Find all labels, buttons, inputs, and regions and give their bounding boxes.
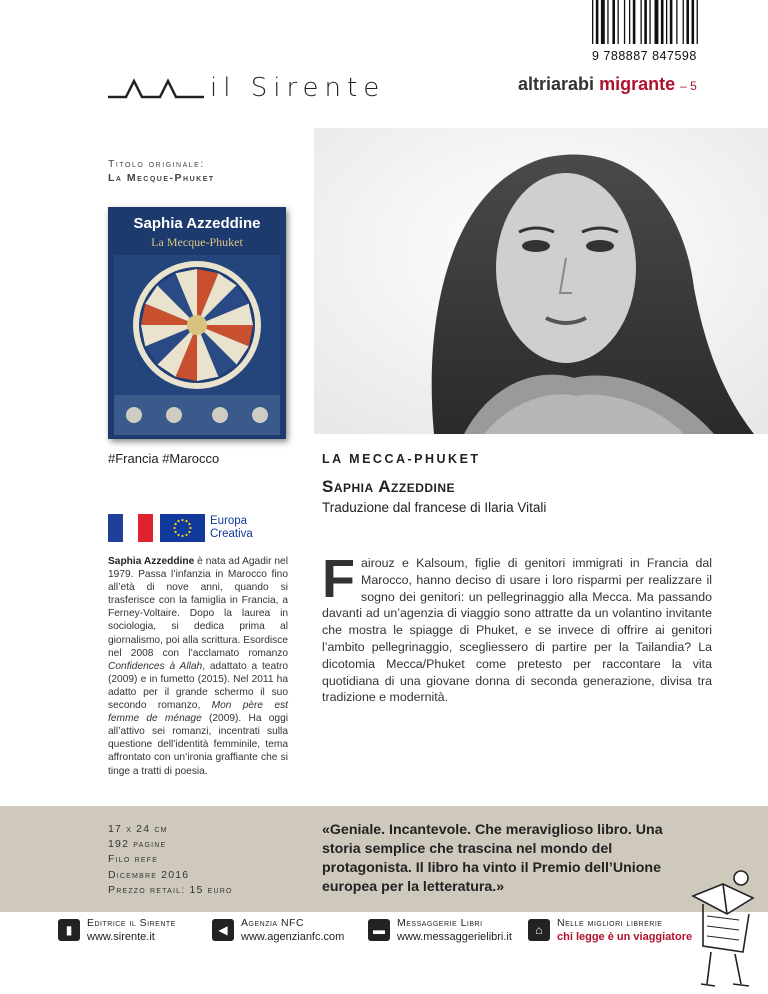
spec-price: Prezzo retail: 15 euro — [108, 883, 233, 896]
barcode-bar — [618, 0, 619, 44]
book-description — [322, 549, 712, 706]
footer-distributor-link[interactable]: www.messaggerielibri.it — [397, 931, 512, 943]
footer-publisher — [58, 917, 176, 953]
series-name: migrante — [599, 74, 676, 94]
barcode-bar — [683, 0, 684, 44]
eu-star — [177, 520, 179, 522]
original-title — [108, 157, 215, 185]
footer-agency-link[interactable]: www.agenzianfc.com — [241, 931, 345, 943]
barcode-bar — [629, 0, 630, 44]
footer-publisher-label: Editrice il Sirente — [87, 917, 176, 929]
spec-size: 17 x 24 cm — [108, 823, 168, 835]
cover-mosaic-art — [114, 255, 280, 435]
author-portrait — [314, 128, 768, 434]
barcode-bar — [601, 0, 605, 44]
barcode-bar — [692, 0, 695, 44]
footer-publisher-link[interactable]: www.sirente.it — [87, 931, 155, 943]
barcode-bar — [666, 0, 667, 44]
barcode-bar — [624, 0, 625, 44]
eu-star — [174, 523, 176, 525]
french-flag-icon — [108, 514, 153, 542]
spec-pages: 192 pagine — [108, 838, 167, 851]
bio-work-2: Mon père est femme de ménage — [108, 700, 288, 725]
translation-credit: Traduzione dal francese di Ilaria Vitali — [322, 500, 547, 515]
barcode-bar — [686, 0, 689, 44]
footer-bookstores-slogan: chi legge è un viaggiatore — [557, 931, 693, 943]
bio-work-1: Confidences à Allah — [108, 660, 203, 672]
eu-star — [185, 520, 187, 522]
wave-logo-icon — [108, 77, 208, 99]
reader-illustration — [683, 856, 768, 994]
eu-star — [188, 531, 190, 533]
barcode-bar — [670, 0, 673, 44]
series-label — [518, 74, 697, 95]
cover-title: La Mecque-Phuket — [151, 235, 243, 249]
eu-star — [177, 534, 179, 536]
barcode-bar — [612, 0, 615, 44]
series-brand: altriarabi — [518, 74, 595, 94]
footer-distributor — [368, 917, 512, 953]
book-title: LA MECCA-PHUKET — [322, 452, 481, 466]
spec-date: Dicembre 2016 — [108, 868, 190, 881]
original-title-value: La Mecque-Phuket — [108, 172, 215, 184]
bio-author-name: Saphia Azzeddine — [108, 556, 195, 567]
bio-text-3: (2009). Ha oggi all’attivo sei romanzi, incentrati sulla questione dell’identità femminile, tema affrontato con un’ironia graffiante che si tinge a tratti di poesia. — [108, 713, 288, 777]
spec-binding: Filo refe — [108, 853, 159, 866]
eu-flag-icon — [160, 514, 205, 542]
eu-star — [181, 519, 183, 521]
shop-icon: ⌂ — [528, 919, 550, 941]
eu-star — [181, 535, 183, 537]
europa-creativa-label — [210, 515, 253, 541]
eu-star — [174, 531, 176, 533]
author-name: Saphia Azzeddine — [322, 477, 456, 496]
europa-label-line1: Europa — [210, 515, 248, 527]
country-tags: #Francia #Marocco — [108, 451, 220, 466]
barcode-bar — [644, 0, 647, 44]
factory-icon: ▮ — [58, 919, 80, 941]
book-cover — [108, 207, 286, 439]
barcode-bar — [655, 0, 659, 44]
review-quote: «Geniale. Incantevole. Che meraviglioso libro. Una storia semplice che trascina nel mondo del protagonista. Il libro ha vinto il Premio dell’Unione europea per la letteratura.» — [322, 822, 663, 895]
drop-cap: F — [322, 549, 355, 609]
book-specs — [108, 822, 233, 898]
barcode — [590, 0, 718, 44]
barcode-bar — [592, 0, 593, 44]
footer-bookstores-label: Nelle migliori librerie — [557, 917, 663, 929]
barcode-bar — [661, 0, 664, 44]
author-bio — [108, 555, 288, 778]
eu-star — [173, 527, 175, 529]
truck-icon: ▬ — [368, 919, 390, 941]
footer-agency-label: Agenzia NFC — [241, 917, 305, 929]
isbn-number: 9 788887 847598 — [592, 49, 697, 63]
footer-distributor-label: Messaggerie Libri — [397, 917, 483, 929]
description-text: airouz e Kalsoum, figlie di genitori immigrati in Francia dal Marocco, hanno deciso di usare i loro risparmi per realizzare il sogno dei genitori: un pellegrinaggio alla Mecca. Ma passando davanti ad un’agenzia di viaggio sono attratte da un volantino invitante che mostra le spiagge di Phuket, e se invece di offrire ai genitori l’ambito pellegrinaggio, scegliessero di partire per la Tailandia? La dicotomia Mecca/Phuket come pretesto per raccontare la vita quotidiana di una giovane donna di seconda generazione, divisa tra tradizione e modernità. — [322, 556, 712, 705]
original-title-label: Titolo originale: — [108, 158, 205, 170]
barcode-bar — [641, 0, 642, 44]
barcode-bar — [676, 0, 677, 44]
barcode-bar — [633, 0, 636, 44]
bio-text-2: , adattato a teatro (2009) e in fumetto (2015). Nel 2011 ha adatto per il grande schermo il suo secondo romanzo, — [108, 660, 288, 712]
barcode-bar — [649, 0, 650, 44]
barcode-bar — [697, 0, 698, 44]
barcode-bar — [596, 0, 599, 44]
barcode-bar — [607, 0, 608, 44]
eu-star — [188, 523, 190, 525]
footer-agency — [212, 917, 344, 953]
publisher-logo — [108, 72, 385, 104]
eu-star — [189, 527, 191, 529]
cover-author: Saphia Azzeddine — [133, 215, 261, 232]
europa-label-line2: Creativa — [210, 528, 253, 540]
series-number: – 5 — [680, 79, 697, 93]
eu-star — [185, 534, 187, 536]
megaphone-icon: ◀ — [212, 919, 234, 941]
bio-text-1: è nata ad Agadir nel 1979. Passa l’infanzia in Marocco fino all’età di nove anni, quando si trasferisce con la famiglia in Francia, a Ferney-Voltaire. Dopo la laurea in sociologia, si dedica prima al giornalismo, poi alla scrittura. Esordisce nel 2008 con l’acclamato romanzo — [108, 556, 288, 659]
footer-bookstores — [528, 917, 692, 953]
logo-text: il Sirente — [210, 73, 386, 103]
